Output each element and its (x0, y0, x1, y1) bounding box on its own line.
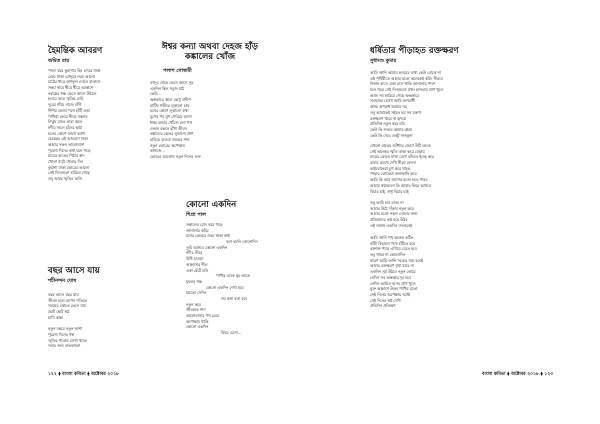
poem-line: এখনো রাতের আঁধারে জেগে উঠি চমকে (370, 143, 431, 148)
poem-author-bochor-ase-jay: শচীনন্দন ঘোষ (48, 278, 77, 284)
poem-line: পাখির ডাকে ঘুম ভাঙে (216, 273, 250, 279)
poem-line: সেই দিনের স্বপ্ন দেখি (370, 297, 401, 303)
poem-line: নতুন বছরে নতুন আশা (48, 326, 83, 332)
poem-line: কাঁটা বিছানো পথে হাঁটতে হবে (370, 240, 415, 246)
poem-line: মুক্ত আকাশে উড়ব পাখির মতো (370, 286, 418, 292)
poem-title-kono-ekdin: কোনো একদিন (186, 200, 237, 210)
poem-line: একদিন ছিল সবুজ মাঠ (150, 85, 184, 91)
poem-line: তবু আছে স্মৃতির ডালি (48, 176, 83, 182)
poem-line: জীবন চলে আপন গতিতে (48, 297, 87, 303)
poem-stanza-2 (370, 143, 560, 194)
poem-line: ফুলের গন্ধ (186, 278, 202, 284)
poem-line: মনে পড়ে সেই দিনগুলো যখন হাসতাম প্রাণ খুলে (370, 87, 444, 93)
left-page-footer: ১২২ ⧫ বাংলা কবিতা ⧫ অক্টোবর ২০১৮ (48, 372, 120, 377)
poem-line: আকাশের নীল (186, 261, 208, 267)
poem-line: রক্তাক্ত পায়ে এগিয়ে যেতে হবে (370, 246, 417, 252)
poem-line: জানালার কাঁচে (186, 227, 209, 233)
poem-stanza-4 (370, 235, 560, 309)
poem-line: নতুন ভোরের অপেক্ষায় (150, 142, 185, 148)
poem-title-bochor-ase-jay: বছর আসে যায় (48, 266, 100, 276)
poem-line: ছোট ছোট স্বপ্ন (48, 309, 70, 315)
poem-line: মায়ের কোলে মাথা রেখে কাঁদতে ইচ্ছে করে (370, 154, 434, 160)
poem-line: আজ সব হারিয়ে গেছে অন্ধকারে (370, 92, 419, 98)
poem-line: পাখিরা ফেরে নীড়ে সন্ধ্যায় (48, 113, 88, 119)
poem-line: সব কথা বলা হবে (221, 295, 248, 301)
poem-line: পুরনো দিনের গল্প (48, 331, 75, 337)
poem-line: কোনো একদিন দেখা হবে (206, 284, 244, 290)
poem-line: কেউ কি দেবে একটু সান্ত্বনা (370, 132, 413, 138)
poem-line: নির্জন রাতে একা বসে থাকি জানালার পাশে (370, 81, 436, 87)
poem-line: মিষ্টি হাওয়া (186, 256, 203, 262)
poem-line: ফিরে এসো… (221, 330, 242, 336)
poem-line: কারণ আমি জানি সত্যের জয় হবেই (370, 257, 423, 263)
right-page-footer: বাংলা কবিতা ⧫ অক্টোবর ২০১৮ ⧫ ১২৩ (482, 372, 554, 377)
poem-author-ishwar-kanya: পলাশ গোস্বামী (163, 68, 192, 74)
poem-line: ভোরের আলোয় নতুন দিনের শুরু (150, 153, 201, 159)
poem-line: আমার সকল ভালোবাসা (48, 141, 85, 147)
poem-line: বিচার চাই, শুধু বিচার চাই (370, 188, 409, 194)
poem-line: আমার রক্তক্ষরণ বৃথা যাবে না (370, 263, 414, 269)
poem-line: পাড়ার লোকেরা কানাকানি করে (370, 171, 417, 177)
poem-line: ভালোবাসার পথ চেয়ে (186, 313, 220, 318)
poem-line: স্মৃতির পাতায় লেখা থাকে (48, 337, 87, 343)
poem-line: বছর আসে বছর যায় (48, 292, 79, 297)
poem-line: আমি জানি আমার হৃদয়ের ব্যথা কেউ বোঝে না (370, 70, 441, 75)
poem-line: রক্তক্ষরণ থামে না হৃদয়ে (370, 115, 407, 121)
poem-line: কঙ্কালের ভেতর লুকানো প্রাণ (150, 131, 194, 137)
poem-line: প্রতিবাদের কণ্ঠ হয়ে উঠব (370, 217, 408, 223)
poem-author-kono-ekdin: শিপ্রা পাল (186, 212, 206, 218)
poem-line: বাবার চোখে দেখি নীরব বেদনা (370, 160, 416, 166)
poem-line: নদীর তীরে (186, 250, 203, 256)
poem-line: সেদিন আমিও হাসব প্রাণ খুলে (370, 280, 416, 286)
poem-line: এই সমাজ একদিন বদলাবেই (370, 222, 413, 228)
poem-line: একদিন সূর্য উঠবে নতুন ভোরে (370, 269, 416, 275)
poem-title-dharshita: ধর্ষিতার পীড়াহত রক্তক্ষরণ (370, 46, 459, 56)
poem-line: সবার জন্য শুভকামনা (48, 343, 81, 349)
poem-line: অথচ অপরাধ আমার নয় (370, 104, 407, 110)
poem-line: দূরের গাঁয়ে বাজে বাঁশি (48, 102, 82, 108)
poem-line: সমাজের চোখে আমি অপরাধী (370, 98, 415, 104)
poem-line: কোনো একদিন (186, 324, 209, 330)
poem-line: খোলা মাঠে খেলার দিন (48, 159, 83, 164)
poem-line: এই পৃথিবীতে আমার মতো অনেকেই কাঁদে নীরবে (370, 75, 443, 81)
poem-body-kono-ekdin (186, 222, 286, 336)
poem-body-haimantik (48, 68, 144, 182)
poem-line: তবু থামব না কোনোদিন (370, 252, 406, 258)
poem-line: প্রতিদিন নতুন করে মরি (370, 121, 405, 127)
poem-line: জীবনের গান (186, 307, 206, 313)
poem-line: হৃদয়ে জমে স্মৃতির ঢেউ (48, 96, 84, 102)
poem-line: ভাইবোনেরা চুপ করে থাকে (370, 165, 410, 171)
poem-line: বলা হয়নি কোনোদিন (226, 239, 258, 245)
poem-line: শিশির ভেজা পথে হাঁটি একা (48, 107, 90, 113)
poem-line: যুগের পর যুগ পেরিয়ে আসা (150, 114, 192, 120)
poem-line: কাগজে… (150, 148, 165, 154)
poem-line: নবান্নের গন্ধ ভেসে আসে উঠানে (48, 90, 97, 96)
poem-line: ঈশ্বর কন্যার খোঁজে চলা পথ (150, 119, 192, 125)
poem-line: নিঝুম রাতে তারা জ্বলে (48, 119, 83, 125)
poem-line: মাটির গভীরে লুকানো হাড় (150, 102, 190, 108)
poem-line: মনের কোণে লুকানো কথা (150, 108, 189, 114)
poem-author-haimantik: অমিত রায় (48, 58, 70, 64)
poem-body-bochor-ase-jay (48, 292, 144, 349)
poem-line: হেমন্তের এই আবরণে ঢাকা (48, 136, 88, 142)
poem-line: সন্ধ্যা নামে ধীরে ধীরে আকাশে (48, 85, 94, 91)
poem-line: হয়তো সেদিন (186, 290, 207, 296)
poem-line: সময়ের স্রোতে ভেসে যায় (48, 303, 86, 309)
poem-line: কেউ… (150, 91, 161, 97)
poem-line: মনের ভেতরে জমে থাকা কথা (186, 233, 231, 239)
poem-line: একা হেঁটে চলি (186, 267, 209, 273)
poem-line: তুমি আসবে কোনো একদিন (186, 244, 228, 250)
poem-line: আমার মতো সকল বোনের জন্য (370, 211, 418, 217)
poem-line: আমি কি আর আগের মতো হতে পারব (370, 177, 428, 183)
poem-line: বহুদূর থেকে ভেসে আসে সুর (150, 80, 194, 85)
poem-body-ishwar-kanya (150, 80, 272, 160)
poem-title-haimantik: হৈমন্তিক আবরণ (48, 46, 103, 56)
poem-line: অন্ধকারে জ্বলে ছোট্ট প্রদীপ (150, 97, 191, 103)
poem-title-ishwar-kanya: ঈশ্বর কন্যা অথবা দেহজ হাঁড় কঙ্কালের খোঁজ (162, 42, 258, 62)
poem-line: মেঘে ঢাকা রোদ্দুরে নরম আলো (48, 73, 95, 79)
poem-line: তবু আমাকেই সইতে হয় সব যন্ত্রণা (370, 109, 421, 115)
poem-line: কেউ কি শুনবে আমার কান্না (370, 126, 412, 132)
poem-line: তবু আমি হার মানব না (370, 200, 404, 205)
poem-line: সেই দিনগুলো হারিয়ে গেছে (48, 170, 90, 176)
poem-line: নদীর জলে চাঁদের ছায়া (48, 124, 83, 130)
poem-line: প্রতিদিন প্রতিক্ষণ (370, 303, 396, 309)
poem-line: সেই ভয়ংকর স্মৃতি তাড়া করে বেড়ায় (370, 148, 425, 154)
poem-stanza-3 (370, 200, 560, 228)
poem-author-dharshita: সুধাংশু কুমার (370, 58, 397, 64)
poem-line: পাতা ঝরে কুয়াশার হিম চাদরে ঢাকা (48, 68, 101, 73)
poem-line: পুরনো দিনের কথা মনে পড়ে (48, 147, 91, 153)
poem-line: সকালের রোদ ঝরে পড়ে (186, 222, 223, 227)
poem-stanza-1 (370, 70, 560, 138)
poem-line: দেহজ বন্ধনে বাঁধা জীবন (150, 125, 187, 131)
poem-line: অপেক্ষায় থাকি (186, 318, 209, 324)
poem-line: আবার উঠে দাঁড়াব নতুন করে (370, 205, 414, 211)
poem-line: মায়ের হাতের পিঠার স্বাদ (48, 153, 85, 159)
poem-line: সেদিন সব অন্ধকার দূর হবে (370, 274, 411, 280)
poem-line: হারিয়ে যাওয়া সময়ের গান (150, 136, 190, 142)
poem-line: আমি জানি পথ অনেক কঠিন (370, 235, 414, 240)
poem-line: আমার স্বপ্নগুলো কি আবার ফিরে আসবে (370, 182, 431, 188)
poem-line: সেই দিনের অপেক্ষায় আছি (370, 291, 411, 297)
poem-line: হাসি কান্না (48, 314, 63, 320)
poem-line: মাঠের ধারে কাশফুল দোলে বাতাসে (48, 79, 101, 85)
poem-line: কুয়াশা ঢাকা ভোরের আলো (48, 164, 90, 170)
poem-line: মনের কোণে জাগে আশা (48, 130, 86, 136)
poem-line: নতুন করে (186, 301, 201, 307)
